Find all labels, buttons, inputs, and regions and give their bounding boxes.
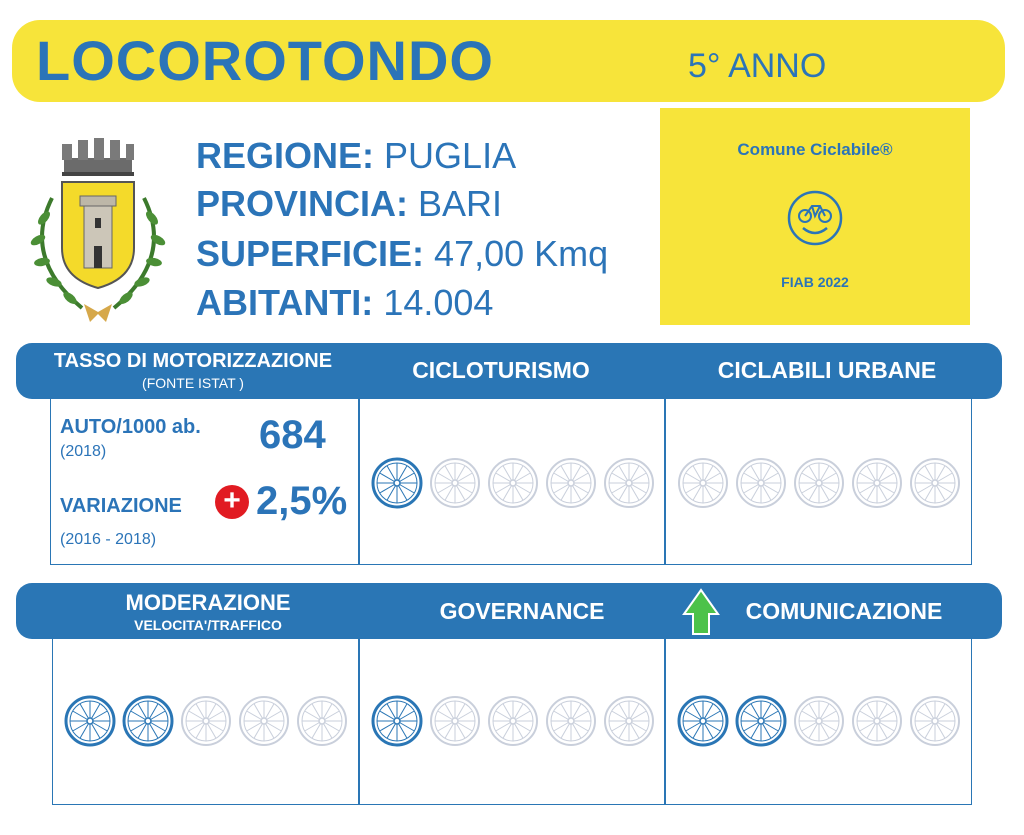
comunicazione-panel	[665, 639, 972, 805]
info-label: ABITANTI:	[196, 282, 374, 323]
info-value: 14.004	[383, 282, 494, 323]
smiling-bike-icon	[787, 190, 843, 246]
moderazione-rating	[64, 695, 348, 747]
variation-label: VARIAZIONE	[60, 495, 182, 517]
wheel-empty-icon	[238, 695, 290, 747]
cicloturismo-title: CICLOTURISMO	[412, 357, 590, 383]
comunicazione-rating	[677, 695, 961, 747]
wheel-filled-icon	[677, 695, 729, 747]
info-superficie	[196, 234, 608, 274]
auto-year: (2018)	[60, 443, 107, 460]
wheel-empty-icon	[296, 695, 348, 747]
wheel-filled-icon	[371, 457, 423, 509]
wheel-filled-icon	[64, 695, 116, 747]
governance-rating	[371, 695, 655, 747]
auto-label: AUTO/1000 ab.	[60, 416, 201, 438]
info-label: PROVINCIA:	[196, 183, 409, 224]
wheel-empty-icon	[793, 457, 845, 509]
wheel-filled-icon	[371, 695, 423, 747]
info-label: SUPERFICIE:	[196, 233, 425, 274]
badge-footer: FIAB 2022	[781, 274, 849, 290]
info-value: 47,00 Kmq	[434, 233, 609, 274]
info-label: REGIONE:	[196, 135, 375, 176]
wheel-empty-icon	[909, 695, 961, 747]
wheel-empty-icon	[677, 457, 729, 509]
moderazione-panel	[52, 639, 359, 805]
info-value: BARI	[418, 183, 503, 224]
wheel-empty-icon	[545, 695, 597, 747]
badge-title: Comune Ciclabile®	[737, 140, 893, 159]
info-abitanti	[196, 283, 493, 323]
comune-ciclabile-badge	[660, 108, 970, 325]
wheel-empty-icon	[909, 457, 961, 509]
wheel-empty-icon	[180, 695, 232, 747]
plus-icon: +	[215, 485, 249, 519]
wheel-empty-icon	[851, 457, 903, 509]
moderazione-title: MODERAZIONE	[125, 590, 291, 615]
cicloturismo-panel	[359, 399, 665, 565]
wheel-empty-icon	[487, 695, 539, 747]
coat-of-arms-icon	[22, 128, 174, 328]
wheel-filled-icon	[122, 695, 174, 747]
info-provincia	[196, 184, 502, 224]
motorization-panel	[50, 399, 359, 565]
year-label: 5° ANNO	[688, 47, 827, 85]
governance-title: GOVERNANCE	[439, 598, 605, 624]
wheel-empty-icon	[429, 457, 481, 509]
info-regione	[196, 136, 516, 176]
motorization-title: TASSO DI MOTORIZZAZIONE	[53, 350, 333, 372]
governance-panel	[359, 639, 665, 805]
variation-period: (2016 - 2018)	[60, 531, 157, 548]
wheel-empty-icon	[735, 457, 787, 509]
wheel-filled-icon	[735, 695, 787, 747]
wheel-empty-icon	[545, 457, 597, 509]
auto-value: 684	[259, 413, 326, 457]
moderazione-subtitle: VELOCITA'/TRAFFICO	[134, 617, 282, 633]
wheel-empty-icon	[487, 457, 539, 509]
wheel-empty-icon	[429, 695, 481, 747]
comunicazione-title: COMUNICAZIONE	[745, 598, 943, 624]
wheel-empty-icon	[603, 457, 655, 509]
arrow-up-icon	[682, 588, 720, 636]
wheel-empty-icon	[793, 695, 845, 747]
variation-value: 2,5%	[256, 479, 348, 523]
town-name: LOCOROTONDO	[36, 29, 494, 92]
info-value: PUGLIA	[384, 135, 517, 176]
ciclabili-urbane-rating	[677, 457, 961, 509]
cicloturismo-rating	[371, 457, 655, 509]
wheel-empty-icon	[603, 695, 655, 747]
motorization-source: (FONTE ISTAT )	[142, 375, 244, 391]
ciclabili-urbane-panel	[665, 399, 972, 565]
ciclabili-urbane-title: CICLABILI URBANE	[717, 357, 937, 383]
wheel-empty-icon	[851, 695, 903, 747]
